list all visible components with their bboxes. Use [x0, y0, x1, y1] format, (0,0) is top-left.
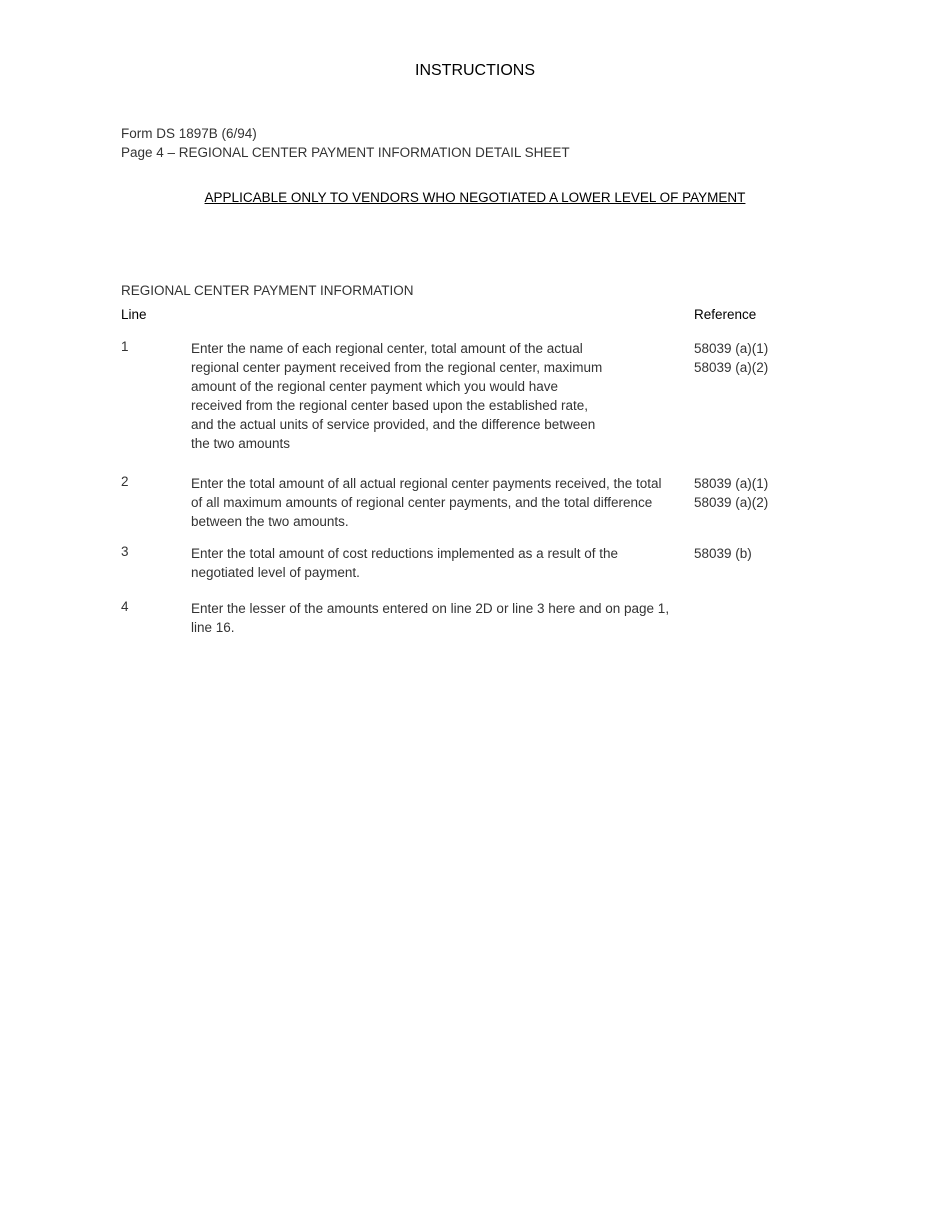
line-number: 2 [121, 474, 129, 489]
form-meta [121, 124, 570, 162]
line-number: 1 [121, 339, 129, 354]
reference-code: 58039 (b) [694, 546, 752, 561]
reference-code: 58039 (a)(2) [694, 360, 769, 375]
column-header-line: Line [121, 307, 147, 322]
page-label: Page 4 – REGIONAL CENTER PAYMENT INFORMATION DETAIL SHEET [121, 145, 570, 160]
reference-code: 58039 (a)(1) [694, 476, 769, 491]
line-description: Enter the lesser of the amounts entered on line 2D or line 3 here and on page 1, line 16. [191, 601, 670, 635]
line-reference [694, 339, 768, 377]
line-description: Enter the total amount of cost reductions implemented as a result of the negotiated level of payment. [191, 546, 618, 580]
column-header-reference: Reference [694, 307, 757, 322]
line-description: Enter the name of each regional center, total amount of the actual regional center payment received from the regional center, maximum amount of the regional center payment which you would have received from the regional center based upon the established rate, and the actual units of service provided, and the difference between the two amounts [191, 341, 603, 451]
reference-code: 58039 (a)(2) [694, 495, 769, 510]
line-description: Enter the total amount of all actual regional center payments received, the total of all maximum amounts of regional center payments, and the total difference between the two amounts. [191, 476, 662, 529]
section-heading: REGIONAL CENTER PAYMENT INFORMATION [121, 283, 414, 298]
applicability-notice: APPLICABLE ONLY TO VENDORS WHO NEGOTIATED A LOWER LEVEL OF PAYMENT [204, 190, 746, 205]
form-id: Form DS 1897B (6/94) [121, 126, 257, 141]
page-title: INSTRUCTIONS [415, 62, 535, 79]
line-number: 4 [121, 599, 129, 614]
line-number: 3 [121, 544, 129, 559]
reference-code: 58039 (a)(1) [694, 341, 769, 356]
line-reference [694, 474, 768, 512]
line-reference [694, 544, 752, 563]
